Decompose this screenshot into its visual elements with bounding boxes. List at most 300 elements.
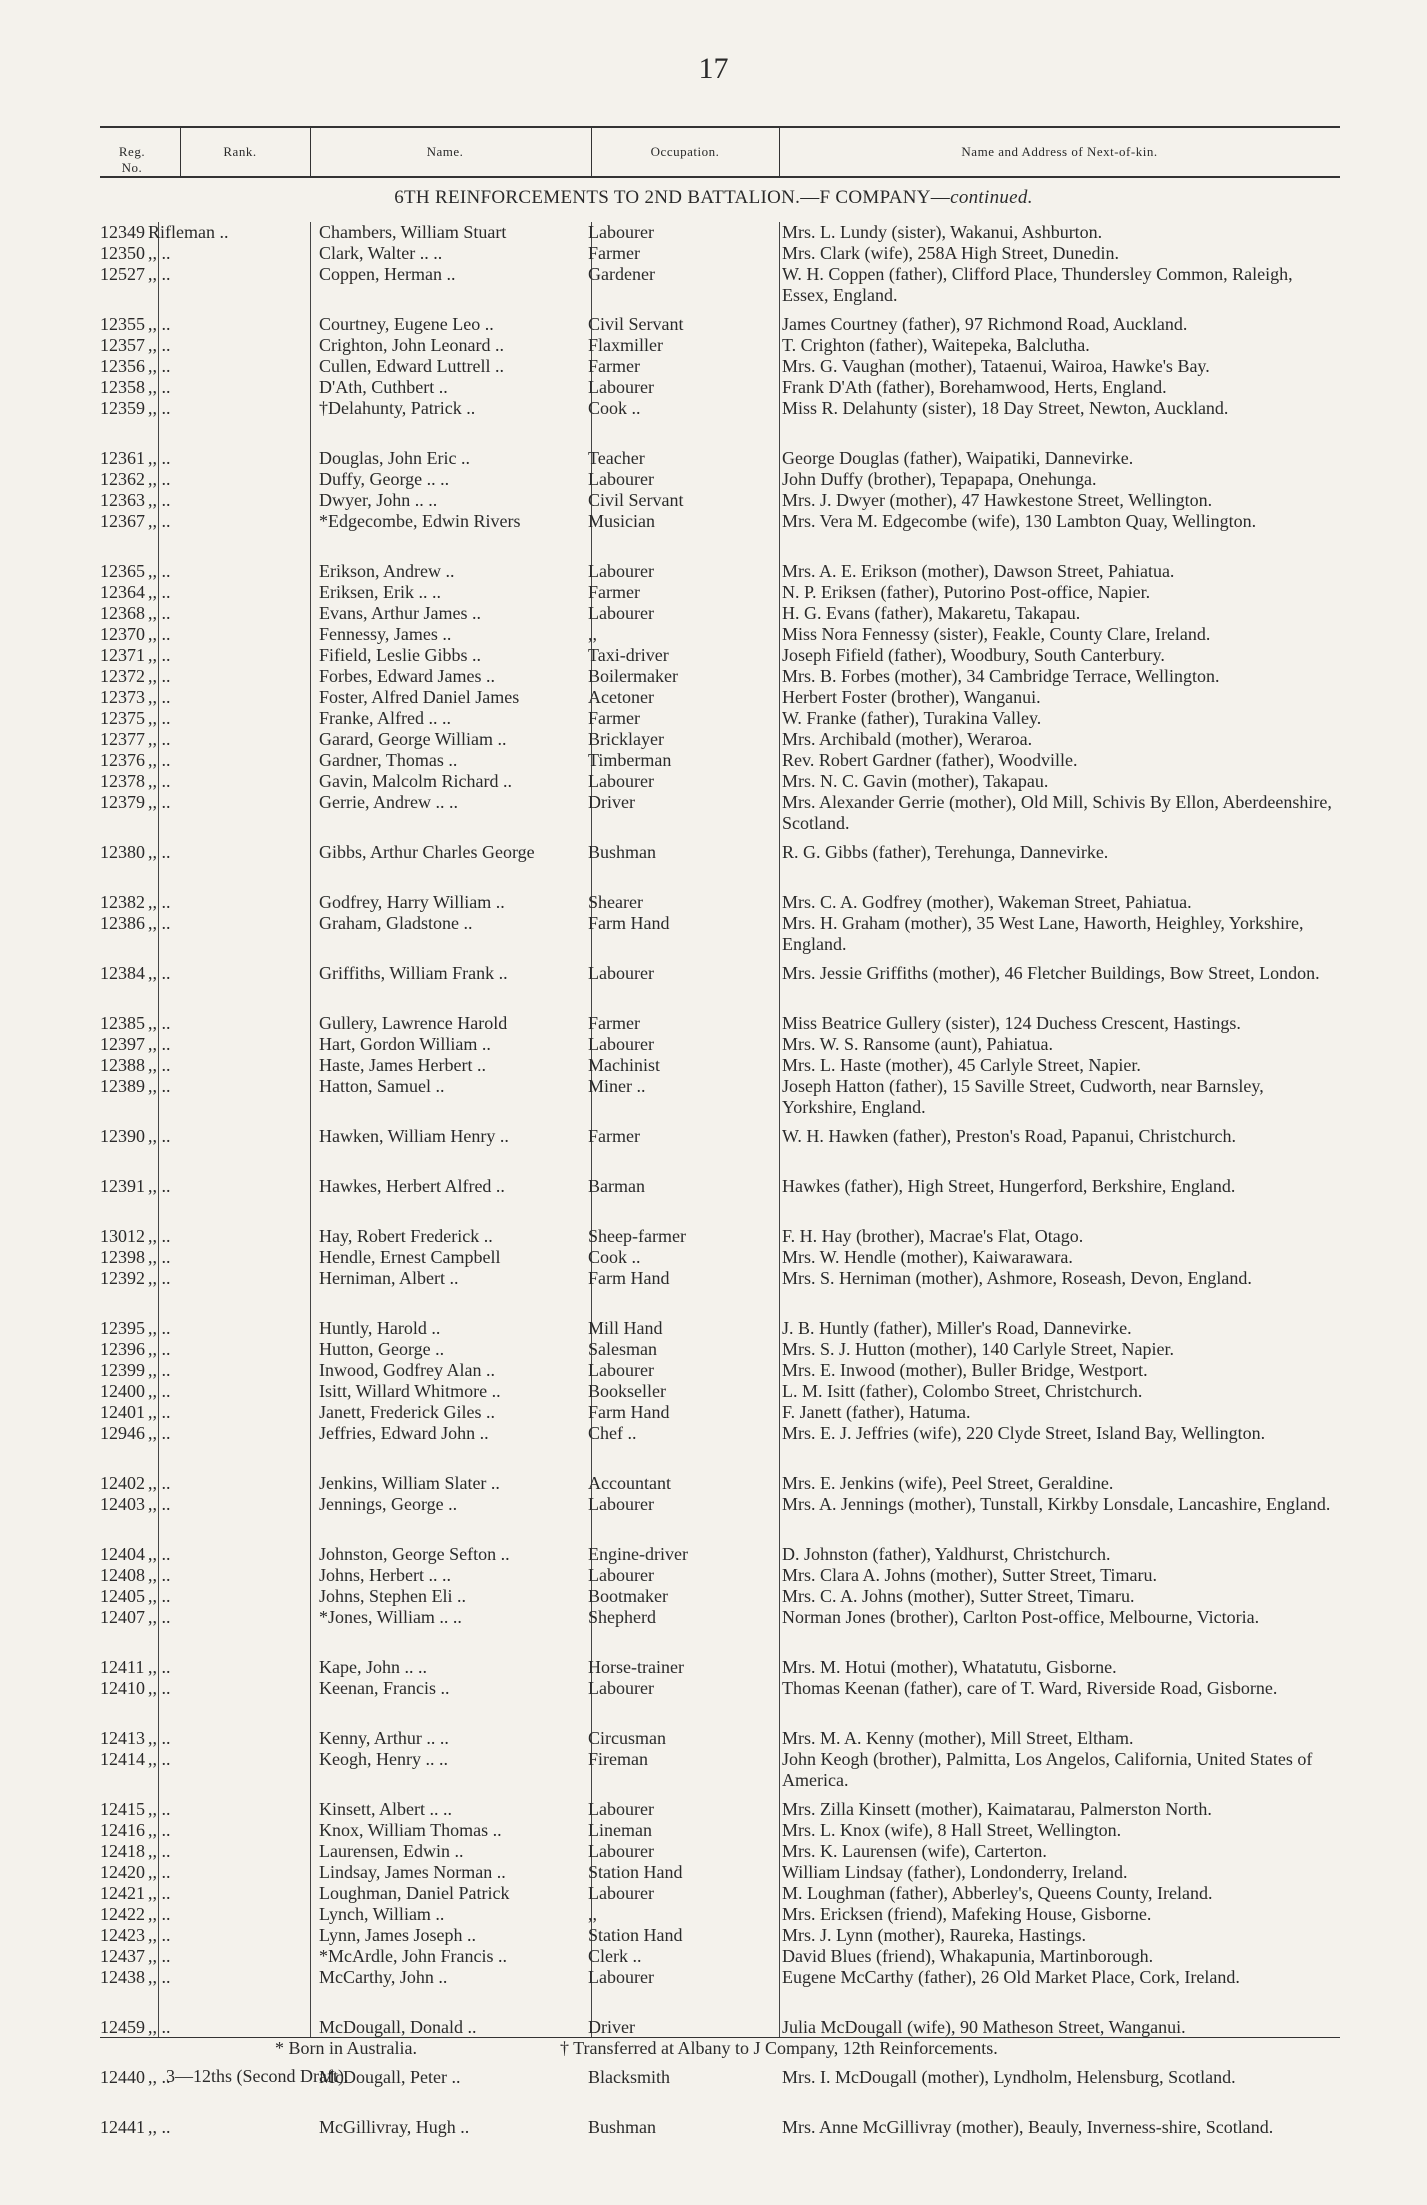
cell-name: Huntly, Harold .. <box>319 1318 441 1338</box>
cell-name: Herniman, Albert .. <box>319 1268 459 1288</box>
cell-occupation: ,, <box>588 1904 597 1924</box>
cell-next-of-kin: John Keogh (brother), Palmitta, Los Angelos, California, United States of America. <box>782 1749 1313 1790</box>
cell-rank: ,, .. <box>148 1544 171 1564</box>
cell-occupation: Farmer <box>588 356 640 376</box>
table-row <box>100 1381 1340 1402</box>
cell-reg-no: 12402 <box>100 1473 145 1493</box>
cell-reg-no: 12368 <box>100 603 145 623</box>
cell-name: Jenkins, William Slater .. <box>319 1473 500 1493</box>
cell-reg-no: 12396 <box>100 1339 145 1359</box>
cell-occupation: Salesman <box>588 1339 657 1359</box>
cell-occupation: Shepherd <box>588 1607 656 1627</box>
cell-reg-no: 12356 <box>100 356 145 376</box>
cell-rank: ,, .. <box>148 1013 171 1033</box>
table-row <box>100 243 1340 264</box>
cell-rank: ,, .. <box>148 687 171 707</box>
cell-name: †Delahunty, Patrick .. <box>319 398 476 418</box>
cell-reg-no: 12416 <box>100 1820 145 1840</box>
cell-name: Coppen, Herman .. <box>319 264 456 284</box>
cell-rank: Rifleman .. <box>148 222 229 242</box>
cell-next-of-kin: T. Crighton (father), Waitepeka, Balclutha. <box>782 335 1090 355</box>
table-row <box>100 729 1340 750</box>
table-row <box>100 222 1340 243</box>
table-row <box>100 792 1340 834</box>
footnote-draft: 3—12ths (Second Draft). <box>166 2066 349 2086</box>
cell-reg-no: 12401 <box>100 1402 145 1422</box>
cell-next-of-kin: Mrs. S. Herniman (mother), Ashmore, Roseash, Devon, England. <box>782 1268 1252 1288</box>
table-row <box>100 1904 1340 1925</box>
cell-reg-no: 12389 <box>100 1076 145 1096</box>
cell-occupation: Labourer <box>588 1799 654 1819</box>
cell-reg-no: 12379 <box>100 792 145 812</box>
cell-next-of-kin: Herbert Foster (brother), Wanganui. <box>782 687 1041 707</box>
cell-name: Crighton, John Leonard .. <box>319 335 504 355</box>
cell-reg-no: 12363 <box>100 490 145 510</box>
table-row <box>100 645 1340 666</box>
cell-next-of-kin: Mrs. N. C. Gavin (mother), Takapau. <box>782 771 1049 791</box>
cell-name: Dwyer, John .. .. <box>319 490 438 510</box>
cell-next-of-kin: Hawkes (father), High Street, Hungerford, Berkshire, England. <box>782 1176 1236 1196</box>
cell-name: Kinsett, Albert .. .. <box>319 1799 452 1819</box>
cell-next-of-kin: W. Franke (father), Turakina Valley. <box>782 708 1042 728</box>
cell-name: Gardner, Thomas .. <box>319 750 458 770</box>
header-rank: Rank. <box>223 144 257 159</box>
cell-rank: ,, .. <box>148 1586 171 1606</box>
cell-next-of-kin: Miss R. Delahunty (sister), 18 Day Street, Newton, Auckland. <box>782 398 1229 418</box>
cell-occupation: Boilermaker <box>588 666 678 686</box>
cell-name: Erikson, Andrew .. <box>319 561 455 581</box>
cell-name: Gibbs, Arthur Charles George <box>319 842 535 862</box>
table-row <box>100 1339 1340 1360</box>
cell-name: Graham, Gladstone .. <box>319 913 473 933</box>
cell-reg-no: 12367 <box>100 511 145 531</box>
header-next-of-kin: Name and Address of Next-of-kin. <box>961 144 1158 159</box>
cell-occupation: Taxi-driver <box>588 645 669 665</box>
cell-rank: ,, .. <box>148 1799 171 1819</box>
cell-rank: ,, .. <box>148 1967 171 1987</box>
cell-reg-no: 12361 <box>100 448 145 468</box>
cell-occupation: Labourer <box>588 771 654 791</box>
cell-reg-no: 12372 <box>100 666 145 686</box>
cell-occupation: Labourer <box>588 1360 654 1380</box>
cell-occupation: Bookseller <box>588 1381 666 1401</box>
cell-rank: ,, .. <box>148 1883 171 1903</box>
cell-next-of-kin: David Blues (friend), Whakapunia, Martinborough. <box>782 1946 1154 1966</box>
cell-rank: ,, .. <box>148 1318 171 1338</box>
cell-rank: ,, .. <box>148 1820 171 1840</box>
section-title-text: 6TH REINFORCEMENTS TO 2ND BATTALION.—F COMPANY— <box>394 187 951 208</box>
cell-name: Hart, Gordon William .. <box>319 1034 491 1054</box>
cell-rank: ,, .. <box>148 750 171 770</box>
table-row <box>100 913 1340 955</box>
table-row <box>100 490 1340 511</box>
cell-occupation: Bricklayer <box>588 729 664 749</box>
cell-name: Knox, William Thomas .. <box>319 1820 502 1840</box>
cell-name: Evans, Arthur James .. <box>319 603 481 623</box>
cell-name: Lynch, William .. <box>319 1904 445 1924</box>
cell-rank: ,, .. <box>148 1925 171 1945</box>
table-row <box>100 963 1340 1005</box>
cell-reg-no: 12418 <box>100 1841 145 1861</box>
cell-next-of-kin: Frank D'Ath (father), Borehamwood, Herts, England. <box>782 377 1167 397</box>
cell-rank: ,, .. <box>148 1226 171 1246</box>
table-row <box>100 1055 1340 1076</box>
cell-rank: ,, .. <box>148 645 171 665</box>
cell-reg-no: 12405 <box>100 1586 145 1606</box>
cell-name: Kenny, Arthur .. .. <box>319 1728 449 1748</box>
cell-next-of-kin: H. G. Evans (father), Makaretu, Takapau. <box>782 603 1081 623</box>
cell-next-of-kin: M. Loughman (father), Abberley's, Queens County, Ireland. <box>782 1883 1213 1903</box>
cell-reg-no: 12438 <box>100 1967 145 1987</box>
cell-next-of-kin: Mrs. G. Vaughan (mother), Tataenui, Wairoa, Hawke's Bay. <box>782 356 1210 376</box>
cell-rank: ,, .. <box>148 1728 171 1748</box>
cell-reg-no: 12349 <box>100 222 145 242</box>
cell-occupation: Lineman <box>588 1820 652 1840</box>
table-row <box>100 750 1340 771</box>
cell-occupation: Bootmaker <box>588 1586 668 1606</box>
cell-name: Lynn, James Joseph .. <box>319 1925 476 1945</box>
cell-occupation: Civil Servant <box>588 314 684 334</box>
table-row <box>100 1728 1340 1749</box>
cell-name: Hawkes, Herbert Alfred .. <box>319 1176 505 1196</box>
cell-rank: ,, .. <box>148 377 171 397</box>
cell-rank: ,, .. <box>148 264 171 284</box>
cell-next-of-kin: Joseph Fifield (father), Woodbury, South Canterbury. <box>782 645 1165 665</box>
cell-rank: ,, .. <box>148 1657 171 1677</box>
cell-name: Duffy, George .. .. <box>319 469 450 489</box>
cell-next-of-kin: Thomas Keenan (father), care of T. Ward, Riverside Road, Gisborne. <box>782 1678 1278 1698</box>
cell-reg-no: 12382 <box>100 892 145 912</box>
table-row <box>100 1946 1340 1967</box>
table-row <box>100 1423 1340 1465</box>
cell-rank: ,, .. <box>148 1841 171 1861</box>
cell-next-of-kin: Joseph Hatton (father), 15 Saville Street, Cudworth, near Barnsley, Yorkshire, England. <box>782 1076 1264 1117</box>
cell-next-of-kin: Mrs. A. Jennings (mother), Tunstall, Kirkby Lonsdale, Lancashire, England. <box>782 1494 1331 1514</box>
cell-name: Hawken, William Henry .. <box>319 1126 509 1146</box>
table-row <box>100 1034 1340 1055</box>
table-row <box>100 1268 1340 1310</box>
table-row <box>100 2117 1340 2159</box>
cell-next-of-kin: Mrs. Vera M. Edgecombe (wife), 130 Lambton Quay, Wellington. <box>782 511 1257 531</box>
cell-name: Hendle, Ernest Campbell <box>319 1247 501 1267</box>
cell-reg-no: 12420 <box>100 1862 145 1882</box>
cell-name: Chambers, William Stuart <box>319 222 507 242</box>
cell-rank: ,, .. <box>148 511 171 531</box>
cell-reg-no: 12422 <box>100 1904 145 1924</box>
cell-next-of-kin: Mrs. C. A. Godfrey (mother), Wakeman Street, Pahiatua. <box>782 892 1192 912</box>
cell-occupation: Cook .. <box>588 1247 641 1267</box>
cell-reg-no: 12421 <box>100 1883 145 1903</box>
cell-name: Cullen, Edward Luttrell .. <box>319 356 504 376</box>
cell-rank: ,, .. <box>148 1176 171 1196</box>
cell-next-of-kin: Mrs. H. Graham (mother), 35 West Lane, Haworth, Heighley, Yorkshire, England. <box>782 913 1304 954</box>
cell-rank: ,, .. <box>148 1076 171 1096</box>
cell-name: Laurensen, Edwin .. <box>319 1841 464 1861</box>
table-row <box>100 1247 1340 1268</box>
cell-name: McGillivray, Hugh .. <box>319 2117 470 2137</box>
cell-name: Garard, George William .. <box>319 729 507 749</box>
cell-reg-no: 12377 <box>100 729 145 749</box>
cell-reg-no: 12350 <box>100 243 145 263</box>
cell-next-of-kin: W. H. Hawken (father), Preston's Road, Papanui, Christchurch. <box>782 1126 1236 1146</box>
cell-name: Hatton, Samuel .. <box>319 1076 445 1096</box>
cell-name: Douglas, John Eric .. <box>319 448 470 468</box>
cell-name: Lindsay, James Norman .. <box>319 1862 506 1882</box>
cell-rank: ,, .. <box>148 792 171 812</box>
cell-occupation: Station Hand <box>588 1862 683 1882</box>
cell-next-of-kin: Mrs. L. Knox (wife), 8 Hall Street, Wellington. <box>782 1820 1122 1840</box>
cell-rank: ,, .. <box>148 243 171 263</box>
cell-reg-no: 12373 <box>100 687 145 707</box>
cell-next-of-kin: Mrs. L. Haste (mother), 45 Carlyle Street, Napier. <box>782 1055 1141 1075</box>
table-row <box>100 666 1340 687</box>
table-row <box>100 1076 1340 1118</box>
cell-name: Janett, Frederick Giles .. <box>319 1402 495 1422</box>
cell-occupation: Labourer <box>588 963 654 983</box>
cell-name: *Jones, William .. .. <box>319 1607 462 1627</box>
cell-reg-no: 12399 <box>100 1360 145 1380</box>
cell-occupation: Horse-trainer <box>588 1657 684 1677</box>
cell-rank: ,, .. <box>148 1034 171 1054</box>
table-row <box>100 1494 1340 1536</box>
table-row <box>100 1586 1340 1607</box>
cell-rank: ,, .. <box>148 314 171 334</box>
cell-next-of-kin: J. B. Huntly (father), Miller's Road, Dannevirke. <box>782 1318 1132 1338</box>
cell-next-of-kin: William Lindsay (father), Londonderry, Ireland. <box>782 1862 1128 1882</box>
cell-rank: ,, .. <box>148 1423 171 1443</box>
cell-rank: ,, .. <box>148 603 171 623</box>
cell-occupation: Farmer <box>588 708 640 728</box>
cell-reg-no: 12384 <box>100 963 145 983</box>
cell-next-of-kin: L. M. Isitt (father), Colombo Street, Christchurch. <box>782 1381 1143 1401</box>
cell-occupation: Farmer <box>588 243 640 263</box>
table-row <box>100 771 1340 792</box>
table-row <box>100 1607 1340 1649</box>
cell-name: Godfrey, Harry William .. <box>319 892 505 912</box>
cell-rank: ,, .. <box>148 490 171 510</box>
table-row <box>100 1799 1340 1820</box>
cell-reg-no: 12362 <box>100 469 145 489</box>
cell-reg-no: 12404 <box>100 1544 145 1564</box>
cell-next-of-kin: N. P. Eriksen (father), Putorino Post-office, Napier. <box>782 582 1151 602</box>
cell-reg-no: 12395 <box>100 1318 145 1338</box>
cell-name: Gerrie, Andrew .. .. <box>319 792 458 812</box>
cell-occupation: Accountant <box>588 1473 671 1493</box>
cell-next-of-kin: Mrs. J. Lynn (mother), Raureka, Hastings. <box>782 1925 1086 1945</box>
cell-rank: ,, .. <box>148 1862 171 1882</box>
cell-next-of-kin: F. Janett (father), Hatuma. <box>782 1402 971 1422</box>
cell-reg-no: 12408 <box>100 1565 145 1585</box>
section-title <box>0 187 1427 209</box>
cell-rank: ,, .. <box>148 1268 171 1288</box>
cell-occupation: Labourer <box>588 377 654 397</box>
cell-reg-no: 12359 <box>100 398 145 418</box>
cell-reg-no: 12441 <box>100 2117 145 2137</box>
cell-rank: ,, .. <box>148 469 171 489</box>
cell-rank: ,, .. <box>148 1055 171 1075</box>
cell-next-of-kin: Mrs. Jessie Griffiths (mother), 46 Fletcher Buildings, Bow Street, London. <box>782 963 1320 983</box>
cell-reg-no: 12407 <box>100 1607 145 1627</box>
cell-reg-no: 12376 <box>100 750 145 770</box>
cell-occupation: Station Hand <box>588 1925 683 1945</box>
cell-occupation: Flaxmiller <box>588 335 663 355</box>
cell-reg-no: 12357 <box>100 335 145 355</box>
cell-reg-no: 12392 <box>100 1268 145 1288</box>
cell-occupation: ,, <box>588 624 597 644</box>
cell-occupation: Miner .. <box>588 1076 646 1096</box>
cell-reg-no: 12364 <box>100 582 145 602</box>
cell-rank: ,, .. <box>148 963 171 983</box>
cell-occupation: Fireman <box>588 1749 648 1769</box>
cell-occupation: Labourer <box>588 1494 654 1514</box>
cell-occupation: Sheep-farmer <box>588 1226 686 1246</box>
cell-occupation: Bushman <box>588 842 657 862</box>
cell-reg-no: 12380 <box>100 842 145 862</box>
cell-occupation: Driver <box>588 2017 635 2037</box>
section-continued: continued. <box>950 187 1033 208</box>
cell-reg-no: 12946 <box>100 1423 145 1443</box>
cell-next-of-kin: Mrs. Alexander Gerrie (mother), Old Mill, Schivis By Ellon, Aberdeenshire, Scotland. <box>782 792 1332 833</box>
cell-occupation: Farm Hand <box>588 913 670 933</box>
cell-next-of-kin: D. Johnston (father), Yaldhurst, Christchurch. <box>782 1544 1111 1564</box>
table-row <box>100 469 1340 490</box>
cell-occupation: Circusman <box>588 1728 666 1748</box>
cell-next-of-kin: Mrs. M. Hotui (mother), Whatatutu, Gisborne. <box>782 1657 1117 1677</box>
table-row <box>100 1126 1340 1168</box>
cell-next-of-kin: Mrs. C. A. Johns (mother), Sutter Street, Timaru. <box>782 1586 1135 1606</box>
cell-occupation: Civil Servant <box>588 490 684 510</box>
footnote-born-australia: * Born in Australia. <box>275 2038 417 2058</box>
cell-occupation: Labourer <box>588 1565 654 1585</box>
cell-reg-no: 12371 <box>100 645 145 665</box>
cell-next-of-kin: Norman Jones (brother), Carlton Post-office, Melbourne, Victoria. <box>782 1607 1260 1627</box>
cell-name: Hay, Robert Frederick .. <box>319 1226 493 1246</box>
table-row <box>100 1862 1340 1883</box>
cell-next-of-kin: Mrs. Ericksen (friend), Mafeking House, Gisborne. <box>782 1904 1152 1924</box>
table-row <box>100 264 1340 306</box>
cell-reg-no: 12527 <box>100 264 145 284</box>
cell-next-of-kin: Mrs. Archibald (mother), Weraroa. <box>782 729 1033 749</box>
cell-name: Griffiths, William Frank .. <box>319 963 508 983</box>
cell-reg-no: 12410 <box>100 1678 145 1698</box>
cell-occupation: Blacksmith <box>588 2067 670 2087</box>
cell-next-of-kin: Mrs. W. Hendle (mother), Kaiwarawara. <box>782 1247 1073 1267</box>
cell-rank: ,, .. <box>148 624 171 644</box>
cell-rank: ,, .. <box>148 708 171 728</box>
table-row <box>100 561 1340 582</box>
table-row <box>100 448 1340 469</box>
cell-reg-no: 12386 <box>100 913 145 933</box>
cell-rank: ,, .. <box>148 356 171 376</box>
cell-occupation: Machinist <box>588 1055 660 1075</box>
cell-name: Clark, Walter .. .. <box>319 243 443 263</box>
header-occupation: Occupation. <box>650 144 720 159</box>
table-row <box>100 1841 1340 1862</box>
cell-reg-no: 12411 <box>100 1657 145 1677</box>
cell-reg-no: 12415 <box>100 1799 145 1819</box>
cell-rank: ,, .. <box>148 448 171 468</box>
cell-rank: ,, .. <box>148 1339 171 1359</box>
cell-next-of-kin: Miss Nora Fennessy (sister), Feakle, County Clare, Ireland. <box>782 624 1211 644</box>
cell-occupation: Timberman <box>588 750 672 770</box>
cell-rank: ,, .. <box>148 335 171 355</box>
cell-reg-no: 12413 <box>100 1728 145 1748</box>
cell-occupation: Barman <box>588 1176 645 1196</box>
cell-rank: ,, .. <box>148 1565 171 1585</box>
cell-rank: ,, .. <box>148 1473 171 1493</box>
table-row <box>100 1967 1340 2009</box>
cell-occupation: Labourer <box>588 603 654 623</box>
cell-occupation: Gardener <box>588 264 655 284</box>
cell-reg-no: 12440 <box>100 2067 145 2087</box>
cell-reg-no: 12388 <box>100 1055 145 1075</box>
table-row <box>100 1013 1340 1034</box>
cell-reg-no: 13012 <box>100 1226 145 1246</box>
cell-reg-no: 12370 <box>100 624 145 644</box>
cell-rank: ,, .. <box>148 398 171 418</box>
cell-occupation: Labourer <box>588 561 654 581</box>
cell-next-of-kin: Mrs. M. A. Kenny (mother), Mill Street, Eltham. <box>782 1728 1134 1748</box>
cell-occupation: Musician <box>588 511 655 531</box>
cell-occupation: Driver <box>588 792 635 812</box>
cell-reg-no: 12398 <box>100 1247 145 1267</box>
cell-rank: ,, .. <box>148 913 171 933</box>
cell-reg-no: 12437 <box>100 1946 145 1966</box>
cell-reg-no: 12385 <box>100 1013 145 1033</box>
cell-occupation: Labourer <box>588 1678 654 1698</box>
cell-occupation: Labourer <box>588 469 654 489</box>
cell-name: Keogh, Henry .. .. <box>319 1749 448 1769</box>
cell-reg-no: 12358 <box>100 377 145 397</box>
cell-name: Courtney, Eugene Leo .. <box>319 314 494 334</box>
cell-next-of-kin: Mrs. B. Forbes (mother), 34 Cambridge Terrace, Wellington. <box>782 666 1220 686</box>
header-reg-no: Reg. No. <box>118 144 146 175</box>
cell-name: Isitt, Willard Whitmore .. <box>319 1381 501 1401</box>
cell-rank: ,, .. <box>148 842 171 862</box>
cell-rank: ,, .. <box>148 892 171 912</box>
cell-rank: ,, .. <box>148 1607 171 1627</box>
cell-next-of-kin: Mrs. Clark (wife), 258A High Street, Dunedin. <box>782 243 1119 263</box>
cell-occupation: Farmer <box>588 1013 640 1033</box>
table-row <box>100 1657 1340 1678</box>
table-row <box>100 1360 1340 1381</box>
cell-next-of-kin: Mrs. J. Dwyer (mother), 47 Hawkestone Street, Wellington. <box>782 490 1213 510</box>
table-row <box>100 1925 1340 1946</box>
cell-reg-no: 12378 <box>100 771 145 791</box>
cell-reg-no: 12423 <box>100 1925 145 1945</box>
cell-name: Gullery, Lawrence Harold <box>319 1013 508 1033</box>
table-row <box>100 1402 1340 1423</box>
cell-name: McDougall, Donald .. <box>319 2017 477 2037</box>
table-row <box>100 1565 1340 1586</box>
page-number: 17 <box>698 52 729 85</box>
table-row <box>100 1318 1340 1339</box>
cell-rank: ,, .. <box>148 729 171 749</box>
cell-next-of-kin: Mrs. A. E. Erikson (mother), Dawson Street, Pahiatua. <box>782 561 1175 581</box>
cell-name: D'Ath, Cuthbert .. <box>319 377 448 397</box>
cell-name: Foster, Alfred Daniel James <box>319 687 520 707</box>
cell-name: *Edgecombe, Edwin Rivers <box>319 511 521 531</box>
table-row <box>100 892 1340 913</box>
table-row <box>100 603 1340 624</box>
cell-next-of-kin: Mrs. L. Lundy (sister), Wakanui, Ashburton. <box>782 222 1103 242</box>
cell-next-of-kin: Mrs. S. J. Hutton (mother), 140 Carlyle Street, Napier. <box>782 1339 1174 1359</box>
cell-next-of-kin: Mrs. E. Jenkins (wife), Peel Street, Geraldine. <box>782 1473 1114 1493</box>
cell-name: Jennings, George .. <box>319 1494 458 1514</box>
table-row <box>100 842 1340 884</box>
cell-occupation: Teacher <box>588 448 645 468</box>
cell-reg-no: 12391 <box>100 1176 145 1196</box>
